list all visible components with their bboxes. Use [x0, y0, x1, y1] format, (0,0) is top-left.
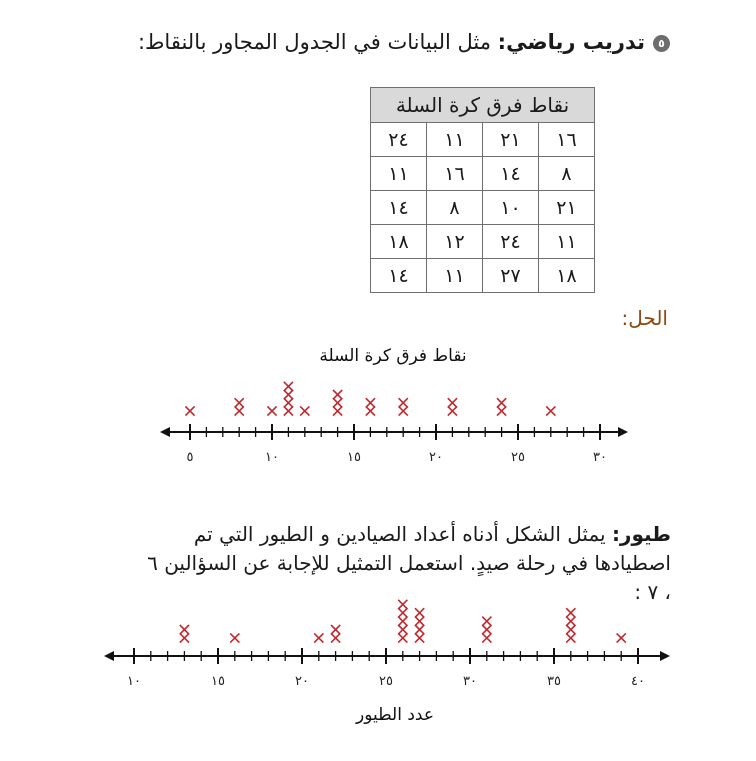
- x-mark: [284, 398, 293, 407]
- tick-label: ١٠: [265, 450, 279, 465]
- birds-problem: [136, 520, 671, 607]
- table-cell: ١٢: [427, 225, 483, 259]
- x-mark: [546, 406, 555, 415]
- x-mark: [235, 398, 244, 407]
- solution-label: الحل:: [621, 306, 668, 330]
- table-cell: ٢٤: [483, 225, 539, 259]
- birds-text: يمثل الشكل أدناه أعداد الصيادين و الطيور التي تم اصطيادها في رحلة صيدٍ. استعمل التمثيل للإجابة عن السؤالين ٦ ، ٧ :: [147, 522, 671, 604]
- table-cell: ٢٧: [483, 259, 539, 293]
- table-cell: ١١: [427, 259, 483, 293]
- tick-label: ٢٠: [429, 450, 443, 465]
- exercise-number-badge: ٥: [653, 35, 670, 52]
- tick-label: ٣٠: [463, 674, 477, 689]
- axis-arrow-left: [160, 427, 170, 437]
- exercise-instruction: مثل البيانات في الجدول المجاور بالنقاط:: [137, 30, 491, 54]
- tick-label: ١٥: [211, 674, 225, 689]
- x-mark: [267, 406, 276, 415]
- tick-label: ٢٥: [511, 450, 525, 465]
- x-mark: [497, 406, 506, 415]
- table-cell: ١٦: [427, 157, 483, 191]
- x-mark: [399, 398, 408, 407]
- table-cell: ١١: [539, 225, 595, 259]
- tick-label: ٣٠: [593, 450, 607, 465]
- tick-label: ٤٠: [631, 674, 645, 689]
- axis-arrow-right: [618, 427, 628, 437]
- x-mark: [185, 406, 194, 415]
- birds-label: طيور:: [611, 522, 671, 546]
- table-cell: ٢١: [483, 123, 539, 157]
- table-cell: ١٤: [371, 259, 427, 293]
- tick-label: ٥: [186, 450, 194, 465]
- table-cell: ٢٤: [371, 123, 427, 157]
- table-cell: ١٤: [483, 157, 539, 191]
- tick-label: ١٥: [347, 450, 361, 465]
- table-title: نقاط فرق كرة السلة: [371, 88, 595, 123]
- table-cell: ١١: [371, 157, 427, 191]
- x-mark: [284, 406, 293, 415]
- x-mark: [366, 398, 375, 407]
- x-mark: [333, 406, 342, 415]
- x-mark: [448, 398, 457, 407]
- x-mark: [300, 406, 309, 415]
- tick-label: ٣٥: [547, 674, 561, 689]
- x-mark: [284, 390, 293, 399]
- x-mark: [333, 398, 342, 407]
- tick-label: ١٠: [127, 674, 141, 689]
- table-cell: ١٨: [539, 259, 595, 293]
- chart-title: نقاط فرق كرة السلة: [319, 346, 467, 366]
- x-mark: [235, 406, 244, 415]
- x-mark: [333, 390, 342, 399]
- x-mark: [284, 382, 293, 391]
- tick-label: ٢٥: [379, 674, 393, 689]
- table-cell: ١٠: [483, 191, 539, 225]
- table-cell: ٨: [427, 191, 483, 225]
- table-cell: ١١: [427, 123, 483, 157]
- table-cell: ١٨: [371, 225, 427, 259]
- x-axis-label: عدد الطيور: [355, 705, 435, 725]
- table-cell: ١٤: [371, 191, 427, 225]
- tick-label: ٢٠: [295, 674, 309, 689]
- x-mark: [448, 406, 457, 415]
- x-mark: [497, 398, 506, 407]
- x-mark: [399, 406, 408, 415]
- exercise-label: تدريب رياضي:: [497, 30, 645, 54]
- x-mark: [366, 406, 375, 415]
- table-cell: ١٦: [539, 123, 595, 157]
- table-cell: ٢١: [539, 191, 595, 225]
- table-cell: ٨: [539, 157, 595, 191]
